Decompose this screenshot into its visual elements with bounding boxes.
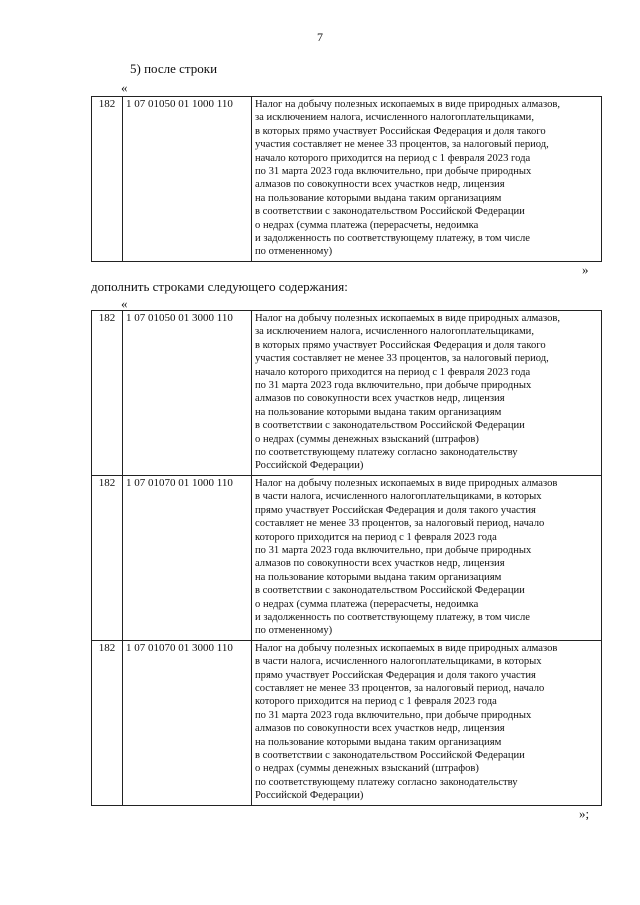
description-line: алмазов по совокупности всех участков недр, лицензия xyxy=(255,723,505,735)
intro-text: 5) после строки xyxy=(130,61,218,76)
description-line: по соответствующему платежу согласно законодательству xyxy=(255,776,518,788)
description-line: на пользование которыми выдана таким организациям xyxy=(255,192,502,204)
budget-code-cell: 1 07 01070 01 1000 110 xyxy=(123,475,252,640)
description-cell xyxy=(252,475,602,640)
budget-code-cell: 1 07 01050 01 3000 110 xyxy=(123,311,252,476)
budget-code-cell: 1 07 01070 01 3000 110 xyxy=(123,640,252,805)
description-line: прямо участвует Российская Федерация и доля такого участия xyxy=(255,669,536,681)
description-line: участия составляет не менее 33 процентов, за налоговый период, xyxy=(255,353,549,365)
admin-code-cell: 182 xyxy=(92,311,123,476)
description-cell xyxy=(252,640,602,805)
description-line: в соответствии с законодательством Российской Федерации xyxy=(255,420,525,432)
description-line: по отмененному) xyxy=(255,246,333,258)
description-line: на пользование которыми выдана таким организациям xyxy=(255,736,502,748)
table-row xyxy=(92,97,602,262)
description-line: на пользование которыми выдана таким организациям xyxy=(255,571,502,583)
description-line: Налог на добычу полезных ископаемых в виде природных алмазов xyxy=(255,642,558,654)
description-line: Налог на добычу полезных ископаемых в виде природных алмазов, xyxy=(255,313,561,324)
description-line: в которых прямо участвует Российская Федерация и доля такого xyxy=(255,125,546,137)
description-line: алмазов по совокупности всех участков недр, лицензия xyxy=(255,558,505,570)
description-line: за исключением налога, исчисленного налогоплательщиками, xyxy=(255,326,534,338)
table-row xyxy=(92,311,602,476)
description-line: о недрах (сумма платежа (перерасчеты, недоимка xyxy=(255,598,479,610)
page-number: 7 xyxy=(317,30,323,44)
description-line: на пользование которыми выдана таким организациям xyxy=(255,406,502,418)
table-added xyxy=(91,310,602,806)
description-line: в соответствии с законодательством Российской Федерации xyxy=(255,750,525,761)
admin-code-cell: 182 xyxy=(92,475,123,640)
description-line: Налог на добычу полезных ископаемых в виде природных алмазов, xyxy=(255,99,561,110)
description-line: о недрах (суммы денежных взысканий (штрафов) xyxy=(255,433,479,445)
description-line: и задолженность по соответствующему платежу, в том числе xyxy=(255,233,530,245)
description-line: по 31 марта 2023 года включительно, при добыче природных xyxy=(255,380,532,392)
close-quote-1: » xyxy=(582,262,589,277)
description-line: начало которого приходится на период с 1 февраля 2023 года xyxy=(255,366,531,378)
description-line: прямо участвует Российская Федерация и доля такого участия xyxy=(255,504,536,516)
description-line: в соответствии с законодательством Российской Федерации xyxy=(255,585,525,597)
admin-code-cell: 182 xyxy=(92,97,123,262)
description-line: в части налога, исчисленного налогоплательщиками, в которых xyxy=(255,491,542,503)
table-before xyxy=(91,96,602,262)
close-quote-2: »; xyxy=(579,806,590,821)
description-line: по 31 марта 2023 года включительно, при добыче природных xyxy=(255,544,532,556)
description-line: по 31 марта 2023 года включительно, при добыче природных xyxy=(255,166,532,178)
description-line: Российской Федерации) xyxy=(255,790,364,802)
description-line: алмазов по совокупности всех участков недр, лицензия xyxy=(255,393,505,405)
table-row xyxy=(92,640,602,805)
description-line: по соответствующему платежу согласно законодательству xyxy=(255,447,518,459)
description-line: о недрах (сумма платежа (перерасчеты, недоимка xyxy=(255,219,479,231)
description-cell xyxy=(252,97,602,262)
description-line: которого приходится на период с 1 февраля 2023 года xyxy=(255,696,497,708)
open-quote-2: « xyxy=(121,296,128,311)
mid-text: дополнить строками следующего содержания: xyxy=(91,279,348,294)
description-line: в части налога, исчисленного налогоплательщиками, в которых xyxy=(255,656,542,668)
description-line: составляет не менее 33 процентов, за налоговый период, начало xyxy=(255,518,545,530)
description-line: по 31 марта 2023 года включительно, при добыче природных xyxy=(255,709,532,721)
description-line: составляет не менее 33 процентов, за налоговый период, начало xyxy=(255,682,545,694)
budget-code-cell: 1 07 01050 01 1000 110 xyxy=(123,97,252,262)
description-line: алмазов по совокупности всех участков недр, лицензия xyxy=(255,179,505,191)
description-line: по отмененному) xyxy=(255,625,333,637)
admin-code-cell: 182 xyxy=(92,640,123,805)
description-line: участия составляет не менее 33 процентов, за налоговый период, xyxy=(255,139,549,151)
description-line: начало которого приходится на период с 1 февраля 2023 года xyxy=(255,152,531,164)
description-line: о недрах (суммы денежных взысканий (штрафов) xyxy=(255,763,479,775)
description-line: Налог на добычу полезных ископаемых в виде природных алмазов xyxy=(255,477,558,489)
open-quote-1: « xyxy=(121,80,128,95)
description-line: и задолженность по соответствующему платежу, в том числе xyxy=(255,611,530,623)
table-row xyxy=(92,475,602,640)
description-cell xyxy=(252,311,602,476)
description-line: Российской Федерации) xyxy=(255,460,364,472)
description-line: в соответствии с законодательством Российской Федерации xyxy=(255,206,525,218)
description-line: в которых прямо участвует Российская Федерация и доля такого xyxy=(255,339,546,351)
description-line: которого приходится на период с 1 февраля 2023 года xyxy=(255,531,497,543)
description-line: за исключением налога, исчисленного налогоплательщиками, xyxy=(255,112,534,124)
